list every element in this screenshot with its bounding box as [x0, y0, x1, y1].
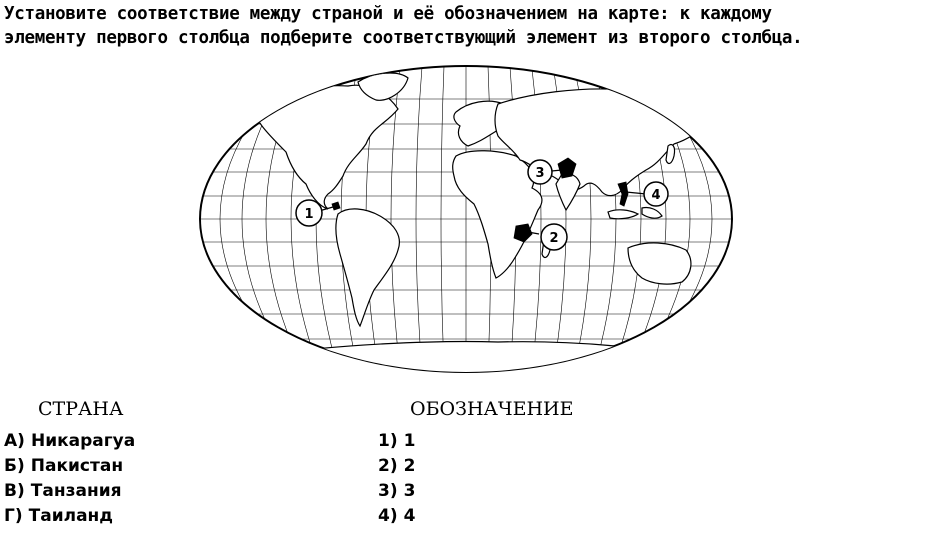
task-line-2: элементу первого столбца подберите соответствующий элемент из второго столбца. [4, 28, 803, 48]
column-header-label: ОБОЗНАЧЕНИЕ [410, 398, 574, 420]
task-text [4, 2, 934, 50]
country-key: Б) [4, 456, 25, 476]
label-value: 3 [403, 481, 416, 501]
label-key: 4) [378, 506, 398, 526]
marker-1 [296, 200, 322, 226]
country-name: Никарагуа [30, 431, 136, 451]
country-name: Таиланд [28, 506, 114, 526]
country-nicaragua [332, 202, 340, 210]
marker-3 [528, 160, 552, 184]
label-key: 2) [378, 456, 398, 476]
svg-text:1: 1 [304, 207, 314, 222]
label-row [378, 503, 416, 528]
column-header-country: СТРАНА [38, 398, 124, 420]
country-row [4, 503, 113, 528]
country-key: А) [4, 431, 25, 451]
label-row [378, 453, 416, 478]
label-key: 3) [378, 481, 398, 501]
label-row [378, 478, 416, 503]
svg-text:2: 2 [549, 231, 559, 246]
label-row [378, 428, 416, 453]
label-value: 4 [403, 506, 416, 526]
svg-text:4: 4 [651, 188, 661, 203]
country-name: Танзания [30, 481, 122, 501]
svg-text:3: 3 [535, 166, 545, 181]
country-row [4, 478, 122, 503]
task-line-1: Установите соответствие между страной и её обозначением на карте: к каждому [4, 4, 772, 24]
label-key: 1) [378, 431, 398, 451]
label-value: 1 [403, 431, 416, 451]
label-value: 2 [403, 456, 416, 476]
marker-4 [644, 182, 668, 206]
world-map [198, 64, 734, 374]
country-key: В) [4, 481, 25, 501]
country-name: Пакистан [30, 456, 124, 476]
country-row [4, 453, 123, 478]
country-key: Г) [4, 506, 23, 526]
marker-2 [541, 224, 567, 250]
country-row [4, 428, 135, 453]
